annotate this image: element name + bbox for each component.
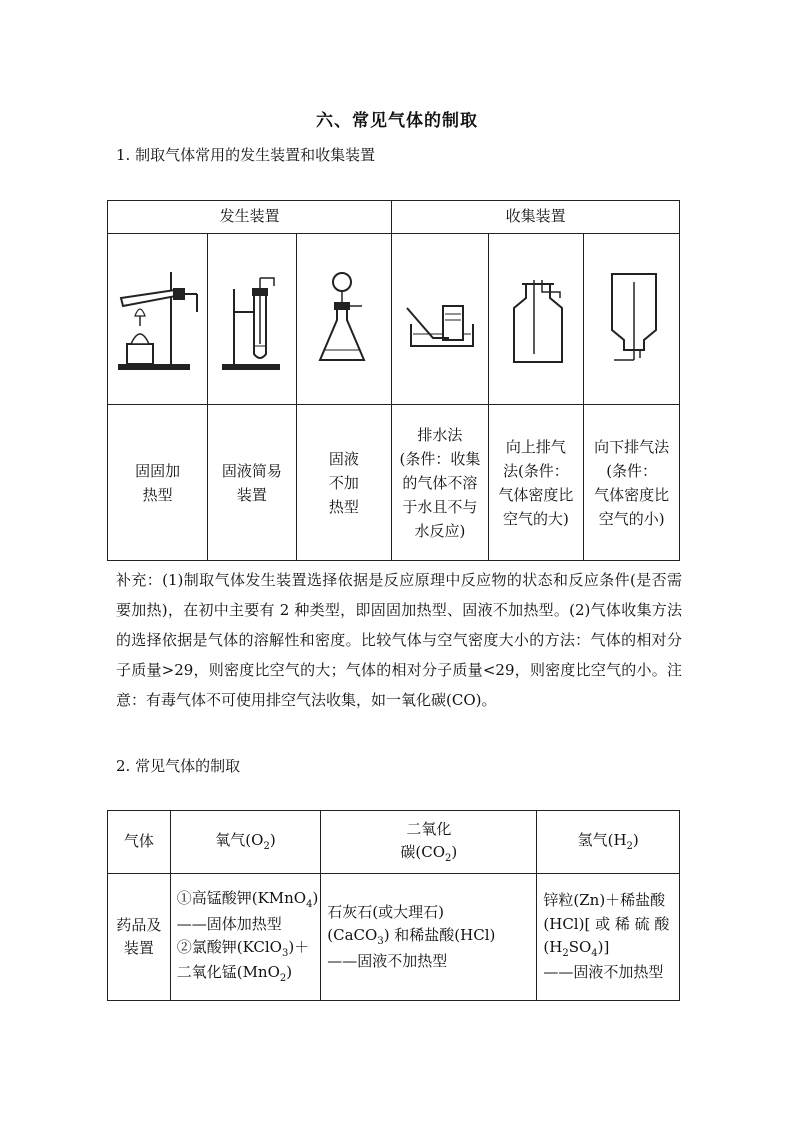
- label-solid-liquid-simple: 固液简易 装置: [208, 405, 296, 561]
- cell-upward-collection: [488, 234, 584, 405]
- col-gas-header: 气体: [108, 811, 171, 874]
- cell-heat-apparatus: [108, 234, 208, 405]
- hydrogen-reagents: 锌粒(Zn)＋稀盐酸 (HCl)[ 或 稀 硫 酸 $(H_2SO_4)$] ——固液不加热型: [537, 874, 680, 1001]
- alcohol-lamp-test-tube-heating-icon: [113, 264, 203, 374]
- label-solid-solid-heat: 固固加 热型: [108, 405, 208, 561]
- label-solid-liquid-no-heat: 固液 不加 热型: [296, 405, 392, 561]
- gas-preparation-table: [107, 810, 680, 1001]
- upward-air-bottle-icon: [496, 264, 576, 374]
- cell-test-tube-apparatus: [208, 234, 296, 405]
- col-hydrogen-header: 氢气$(H_2)$: [537, 811, 680, 874]
- oxygen-reagents: ①高锰酸钾(KMnO$_4$) ——固体加热型 ②氯酸钾(KClO$_3$)＋ 二氧化锰(MnO$_2$): [170, 874, 321, 1001]
- generation-header: 发生装置: [108, 201, 392, 234]
- page-title: 六、常见气体的制取: [316, 111, 478, 131]
- water-trough-collection-icon: [397, 264, 483, 374]
- col-co2-header: 二氧化 碳$(CO_2)$: [321, 811, 537, 874]
- section-2-heading: 2. 常见气体的制取: [116, 757, 241, 775]
- apparatus-table: [107, 200, 680, 561]
- test-tube-stopper-icon: [212, 264, 292, 374]
- label-downward-air: 向下排气法 (条件： 气体密度比 空气的小): [584, 405, 680, 561]
- conical-flask-funnel-icon: [304, 264, 384, 374]
- downward-air-bottle-icon: [592, 264, 672, 374]
- collection-header: 收集装置: [392, 201, 680, 234]
- section-1-heading: 1. 制取气体常用的发生装置和收集装置: [116, 146, 376, 164]
- cell-downward-collection: [584, 234, 680, 405]
- col-oxygen-header: 氧气$(O_2)$: [170, 811, 321, 874]
- label-upward-air: 向上排气 法(条件： 气体密度比 空气的大): [488, 405, 584, 561]
- cell-water-collection: [392, 234, 488, 405]
- row-reagents-label: 药品及 装置: [108, 874, 171, 1001]
- supplement-paragraph: 补充：(1)制取气体发生装置选择依据是反应原理中反应物的状态和反应条件(是否需要加热)，在初中主要有 2 种类型，即固固加热型、固液不加热型。(2)气体收集方法的选择依据是气体的溶解性和密度。比较气体与空气密度大小的方法：气体的相对分子质量>29，则密度比空气的大；气体的相对分子质量<29，则密度比空气的小。注意：有毒气体不可使用排空气法收集，如一氧化碳(CO)。: [116, 571, 682, 709]
- cell-flask-apparatus: [296, 234, 392, 405]
- label-water-displacement: 排水法 (条件：收集 的气体不溶 于水且不与 水反应): [392, 405, 488, 561]
- co2-reagents: 石灰石(或大理石) (CaCO$_3$) 和稀盐酸(HCl) ——固液不加热型: [321, 874, 537, 1001]
